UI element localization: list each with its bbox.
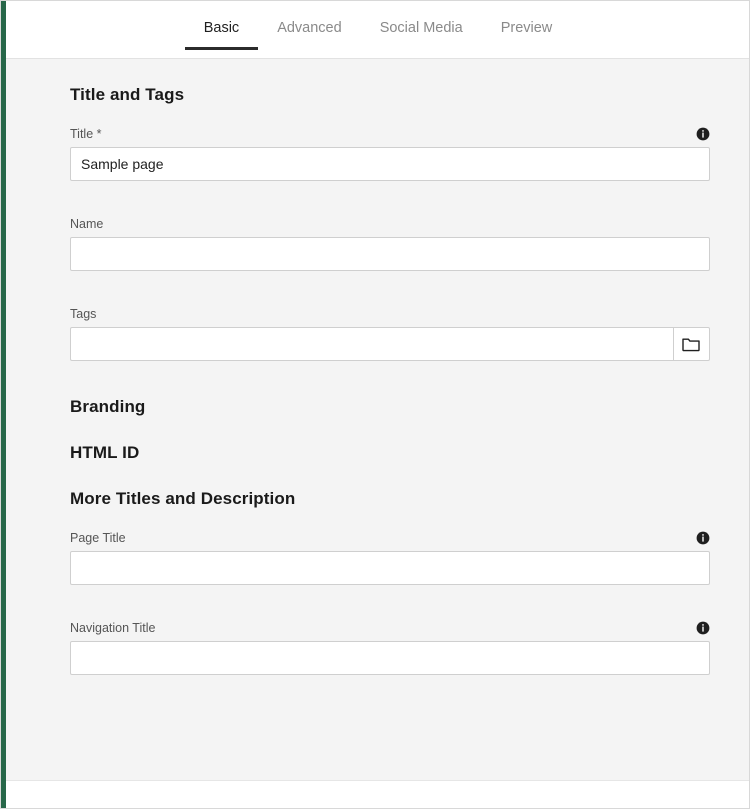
section-branding <box>6 397 750 417</box>
tab-advanced[interactable] <box>258 13 361 50</box>
tab-basic-label: Basic <box>203 20 240 36</box>
tab-social-media-label: Social Media <box>379 20 463 36</box>
info-icon[interactable] <box>696 531 710 545</box>
tab-advanced-label: Advanced <box>277 20 342 36</box>
form-scroll-area[interactable] <box>6 59 750 809</box>
info-icon[interactable] <box>696 621 710 635</box>
section-html-id <box>6 443 750 463</box>
field-navigation-title <box>70 621 710 675</box>
tags-browse-button[interactable] <box>673 327 710 361</box>
label-tags: Tags <box>70 307 97 321</box>
label-name: Name <box>70 217 104 231</box>
info-icon[interactable] <box>696 127 710 141</box>
input-title[interactable] <box>70 147 710 181</box>
section-heading-title-and-tags: Title and Tags <box>70 85 185 104</box>
section-heading-more-titles: More Titles and Description <box>70 489 296 508</box>
section-title-and-tags <box>6 85 750 361</box>
tab-preview-label: Preview <box>500 20 553 36</box>
section-heading-html-id: HTML ID <box>70 443 140 462</box>
input-navigation-title[interactable] <box>70 641 710 675</box>
input-page-title[interactable] <box>70 551 710 585</box>
tab-basic[interactable] <box>185 13 258 50</box>
label-navigation-title: Navigation Title <box>70 621 156 635</box>
tab-bar <box>6 1 750 59</box>
tab-preview[interactable] <box>482 13 572 50</box>
field-title <box>70 127 710 181</box>
input-name[interactable] <box>70 237 710 271</box>
label-page-title: Page Title <box>70 531 126 545</box>
bottom-status-bar <box>6 780 750 808</box>
tab-social-media[interactable] <box>361 13 482 50</box>
tags-input-group <box>70 327 710 361</box>
section-heading-branding: Branding <box>70 397 146 416</box>
label-title: Title * <box>70 127 102 141</box>
field-tags <box>70 307 710 361</box>
field-name <box>70 217 710 271</box>
field-page-title <box>70 531 710 585</box>
folder-icon <box>682 336 701 352</box>
section-more-titles-and-description <box>6 489 750 675</box>
input-tags[interactable] <box>70 327 673 361</box>
